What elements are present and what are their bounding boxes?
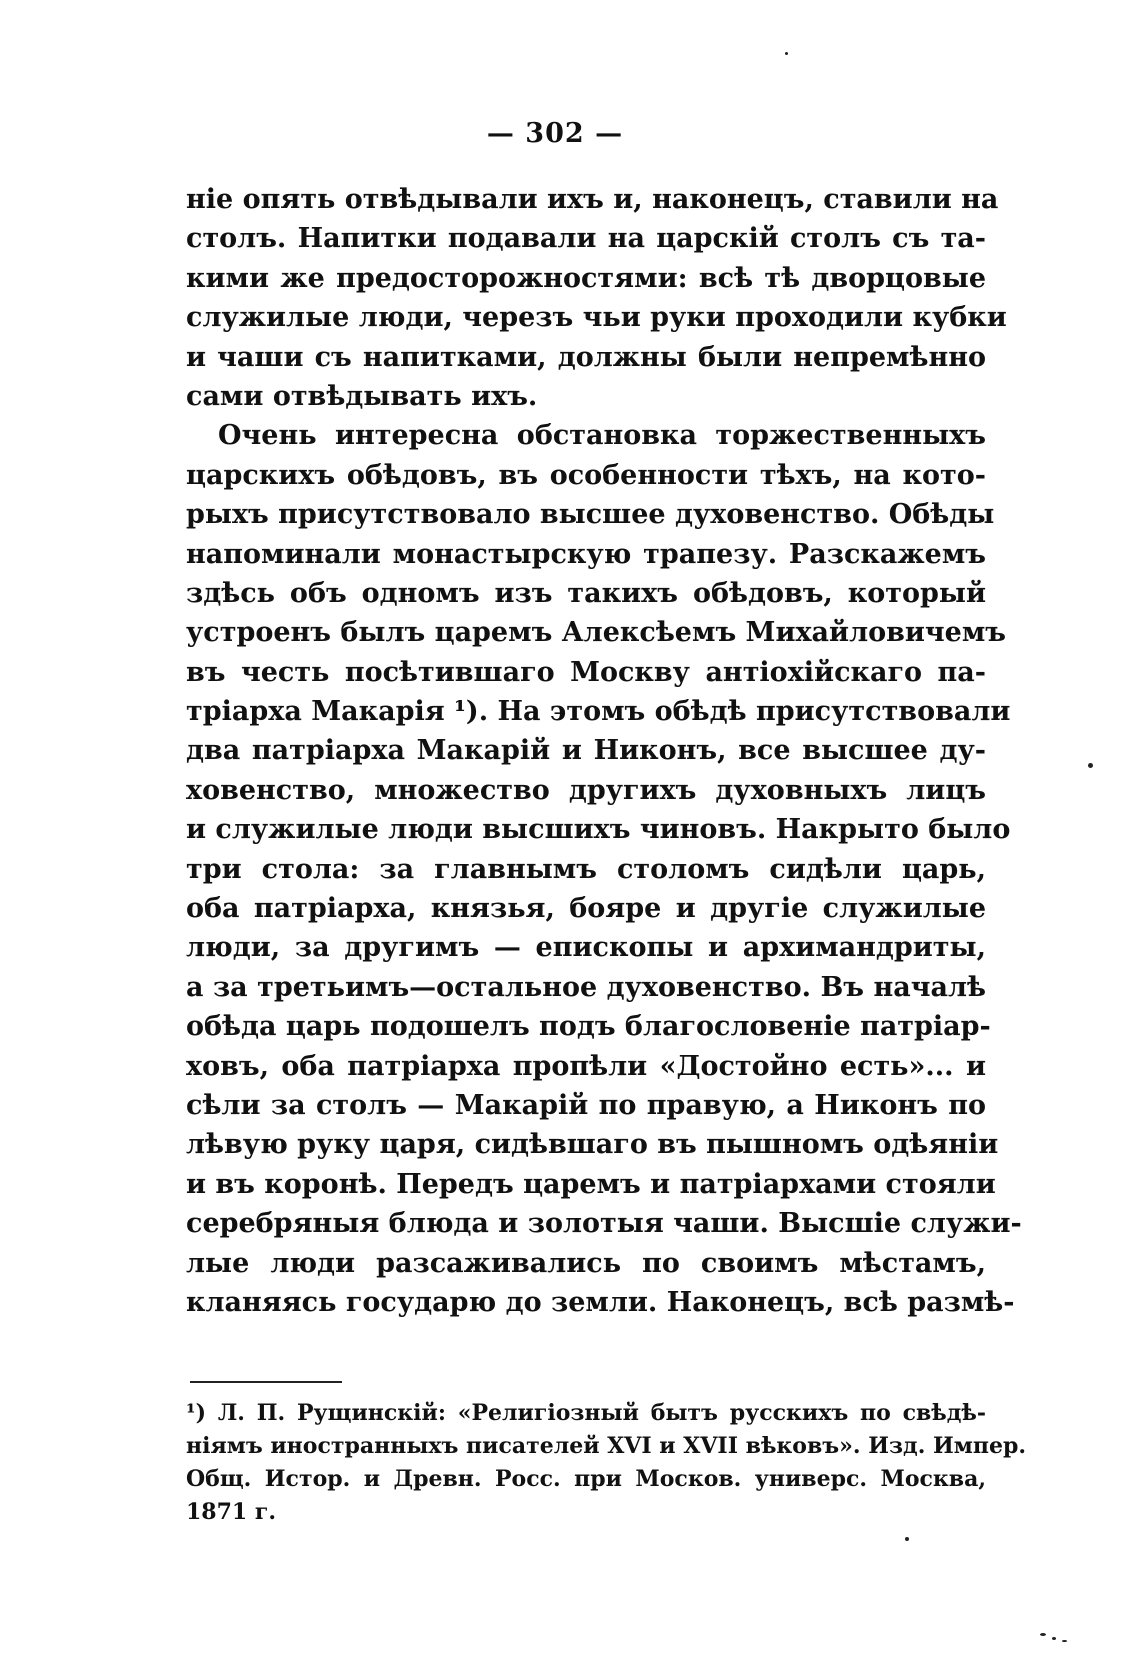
- text-line: люди, за другимъ — епископы и архимандриты,: [186, 932, 986, 964]
- text-line: рыхъ присутствовало высшее духовенство. Обѣды: [186, 499, 995, 531]
- text-line: тріарха Макарія ¹). На этомъ обѣдѣ присутствовали: [186, 696, 1011, 728]
- footnote-line: Общ. Истор. и Древн. Росс. при Москов. универс. Москва,: [186, 1466, 986, 1492]
- footnote-line: ніямъ иностранныхъ писателей XVI и XVII вѣковъ». Изд. Импер.: [186, 1433, 1027, 1459]
- text-line: лые люди разсаживались по своимъ мѣстамъ,: [186, 1247, 986, 1279]
- text-line: здѣсь объ одномъ изъ такихъ обѣдовъ, который: [186, 577, 986, 609]
- scan-speck: [1088, 763, 1093, 768]
- text-line: служилые люди, черезъ чьи руки проходили кубки: [186, 302, 1007, 334]
- text-line: кими же предосторожностями: всѣ тѣ дворцовые: [186, 262, 986, 294]
- text-line: ховенство, множество другихъ духовныхъ лицъ: [186, 774, 986, 806]
- text-line: сѣли за столъ — Макарій по правую, а Никонъ по: [186, 1089, 986, 1121]
- scan-speck: [905, 1537, 909, 1541]
- text-line: напоминали монастырскую трапезу. Разскажемъ: [186, 538, 986, 570]
- page-number: — 302 —: [486, 118, 624, 149]
- text-line: и служилые люди высшихъ чиновъ. Накрыто было: [186, 814, 1011, 846]
- footnote-divider: [190, 1381, 342, 1383]
- text-line: два патріарха Макарій и Никонъ, все высшее ду-: [186, 735, 986, 767]
- text-line: царскихъ обѣдовъ, въ особенности тѣхъ, на кото-: [186, 459, 986, 491]
- text-line: серебряныя блюда и золотыя чаши. Высшіе служи-: [186, 1208, 1022, 1240]
- text-line: и чаши съ напитками, должны были непремѣнно: [186, 341, 986, 373]
- text-line: и въ коронѣ. Передъ царемъ и патріархами стояли: [186, 1168, 996, 1200]
- text-line: лѣвую руку царя, сидѣвшаго въ пышномъ одѣяніи: [186, 1129, 999, 1161]
- text-line: столъ. Напитки подавали на царскій столъ съ та-: [186, 223, 986, 255]
- text-line: кланяясь государю до земли. Наконецъ, всѣ размѣ-: [186, 1286, 1015, 1318]
- scan-speck: [785, 52, 788, 55]
- scan-speck: [1040, 1633, 1046, 1636]
- text-line: оба патріарха, князья, бояре и другіе служилые: [186, 893, 986, 925]
- text-line: обѣда царь подошелъ подъ благословеніе патріар-: [186, 1011, 991, 1043]
- body-text: [186, 180, 1022, 1322]
- footnotes: [186, 1397, 1027, 1529]
- paragraph-start-line: Очень интересна обстановка торжественныхъ: [218, 420, 986, 452]
- footnote-line: 1871 г.: [186, 1499, 277, 1525]
- text-line: ніе опять отвѣдывали ихъ и, наконецъ, ставили на: [186, 184, 999, 215]
- footnote-line: ¹) Л. П. Рущинскій: «Религіозный бытъ русскихъ по свѣдѣ-: [186, 1400, 986, 1426]
- scan-speck: [1062, 1640, 1067, 1642]
- scan-speck: [1052, 1637, 1056, 1640]
- text-line: въ честь посѣтившаго Москву антіохійскаго па-: [186, 656, 986, 688]
- text-line: ховъ, оба патріарха пропѣли «Достойно есть»... и: [186, 1050, 986, 1082]
- text-line: а за третьимъ—остальное духовенство. Въ началѣ: [186, 971, 986, 1003]
- text-line: три стола: за главнымъ столомъ сидѣли царь,: [186, 853, 986, 885]
- text-line: сами отвѣдывать ихъ.: [186, 380, 538, 412]
- text-line: устроенъ былъ царемъ Алексѣемъ Михайловичемъ: [186, 617, 1007, 649]
